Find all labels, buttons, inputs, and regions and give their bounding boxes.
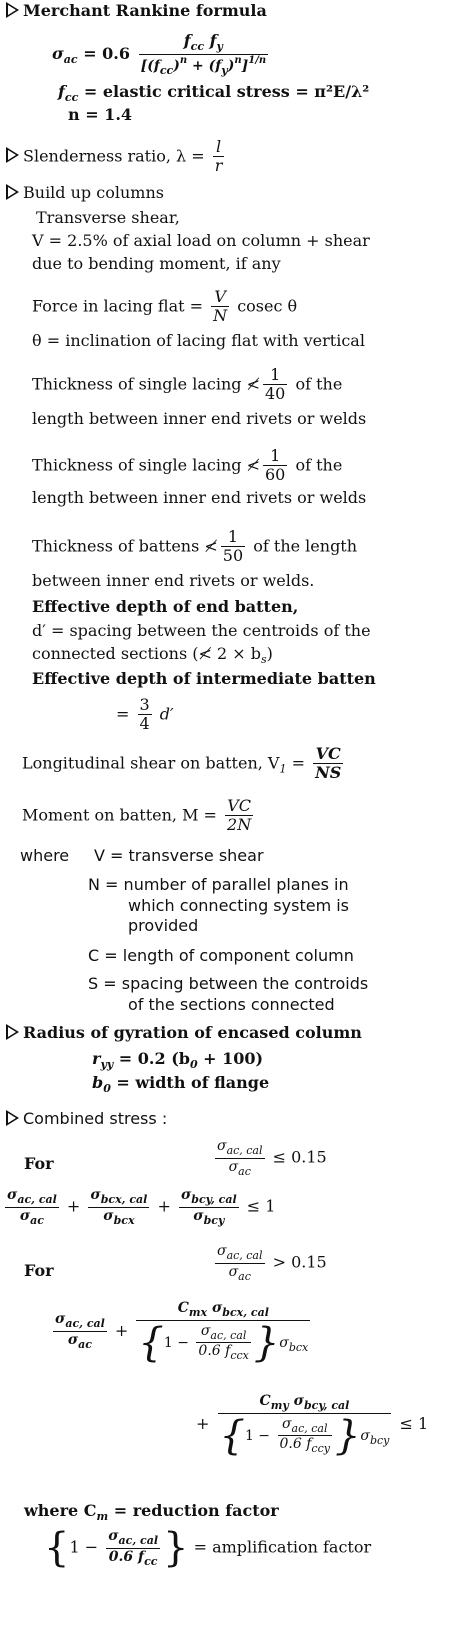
single-lacing-thickness-1-line2: length between inner end rivets or welds xyxy=(32,409,367,428)
ryy-equation: $r_{yy} = 0.2$ $(b_0 + 100)$ xyxy=(92,1049,264,1071)
rankine-fraction: $\frac{f_{cc} f_y}{[(f_{cc})^n + (f_y)^n]^{1/n}}$ xyxy=(140,31,267,77)
theta-definition: θ = inclination of lacing flat with vertical xyxy=(32,331,365,350)
where-s-line1: S = spacing between the controids xyxy=(88,974,369,993)
section-build-up-columns-heading: Build up columns xyxy=(6,184,164,202)
slenderness-fraction: $\frac{l}{r}$ xyxy=(214,137,223,176)
intermediate-batten-title: Effective depth of intermediate batten xyxy=(32,669,376,688)
bullet-triangle-icon xyxy=(6,184,19,200)
bullet-triangle-icon xyxy=(6,1024,19,1040)
single-lacing-thickness-2-line2: length between inner end rivets or welds xyxy=(32,488,367,507)
fcc-definition: $f_{cc}$ = elastic critical stress = π²E/λ² xyxy=(58,82,370,104)
section-combined-stress-heading: Combined stress : xyxy=(6,1110,167,1128)
where-n-line3: provided xyxy=(128,916,199,935)
transverse-shear-line1: V = 2.5% of axial load on column + shear xyxy=(32,231,370,250)
intermediate-batten-equation: = $\frac{3}{4}$ d′ xyxy=(116,695,174,734)
n-value: n = 1.4 xyxy=(68,105,133,124)
end-batten-line2: connected sections (≮ $2 \times b_s$) xyxy=(32,644,273,666)
transverse-shear-title: Transverse shear, xyxy=(36,208,180,227)
condition-2: $\frac{\sigma_{ac, cal}}{\sigma_{ac}}$ > 0.15 xyxy=(217,1243,327,1283)
transverse-shear-line2: due to bending moment, if any xyxy=(32,254,281,273)
where-s-line2: of the sections connected xyxy=(128,995,335,1014)
where-n-line2: which connecting system is xyxy=(128,896,350,915)
combined-stress-equation-2-row1: $\frac{\sigma_{ac, cal}}{\sigma_{ac}}$ + $C_{mx}$ $\sigma_{bcx, cal}$ {1 − $\frac{\sigma_{ac, cal}}{0.6 f_{ccx}}$ }$\sigma_{bcx}$ xyxy=(55,1300,309,1366)
batten-thickness-line2: between inner end rivets or welds. xyxy=(32,571,315,590)
merchant-rankine-equation: $\sigma_{ac} = 0.6$ $\frac{f_{cc} f_y}{[(f_{cc})^n + (f_y)^n]^{1/n}}$ xyxy=(52,31,267,77)
reduction-factor-definition: where $C_m$ = reduction factor xyxy=(24,1501,279,1523)
where-word: where xyxy=(20,846,70,865)
bullet-triangle-icon xyxy=(6,1110,19,1126)
condition-1: $\frac{\sigma_{ac, cal}}{\sigma_{ac}}$ ≤ 0.15 xyxy=(217,1138,327,1178)
single-lacing-thickness-1: Thickness of single lacing ≮ $\frac{1}{40}$ of the xyxy=(32,365,343,404)
amplification-factor-definition: {1 − $\frac{\sigma_{ac, cal}}{0.6 f_{cc}}$ } = amplification factor xyxy=(44,1525,372,1572)
batten-thickness: Thickness of battens ≮ $\frac{1}{50}$ of the length xyxy=(32,527,358,566)
section-radius-of-gyration-heading: Radius of gyration of encased column xyxy=(6,1024,362,1042)
bullet-triangle-icon xyxy=(6,2,19,18)
end-batten-line1: d′ = spacing between the centroids of the xyxy=(32,621,371,640)
b0-definition: $b_0$ = width of flange xyxy=(92,1073,270,1095)
batten-moment-equation: Moment on batten, M = $\frac{VC}{2N}$ xyxy=(22,796,252,835)
combined-stress-equation-1: $\frac{\sigma_{ac, cal}}{\sigma_{ac}}$ + $\frac{\sigma_{bcx, cal}}{\sigma_{bcx}}$ + $\frac{\sigma_{bcy, cal}}{\sigma_{bcy}}$ ≤ 1 xyxy=(7,1187,276,1227)
for-label-2: For xyxy=(24,1261,54,1280)
section-merchant-rankine-heading xyxy=(6,2,267,20)
where-n-line1: N = number of parallel planes in xyxy=(88,875,349,894)
section-slenderness: Slenderness ratio, λ = $\frac{l}{r}$ xyxy=(6,138,227,176)
longitudinal-shear-equation: Longitudinal shear on batten, $V_1$ = $\frac{VC}{NS}$ xyxy=(22,744,342,783)
bullet-triangle-icon xyxy=(6,147,19,163)
combined-stress-equation-2-row2: + $C_{my}$ $\sigma_{bcy, cal}$ {1 − $\frac{\sigma_{ac, cal}}{0.6 f_{ccy}}$ }$\sigma_{bcy}$ ≤ 1 xyxy=(196,1393,429,1459)
lacing-force-equation: Force in lacing flat = $\frac{V}{N}$ cosec θ xyxy=(32,287,298,326)
end-batten-title: Effective depth of end batten, xyxy=(32,597,299,616)
section-title: Merchant Rankine formula xyxy=(23,1,267,20)
where-c: C = length of component column xyxy=(88,946,354,965)
for-label-1: For xyxy=(24,1154,54,1173)
single-lacing-thickness-2: Thickness of single lacing ≮ $\frac{1}{60}$ of the xyxy=(32,446,343,485)
where-v: V = transverse shear xyxy=(94,846,264,865)
